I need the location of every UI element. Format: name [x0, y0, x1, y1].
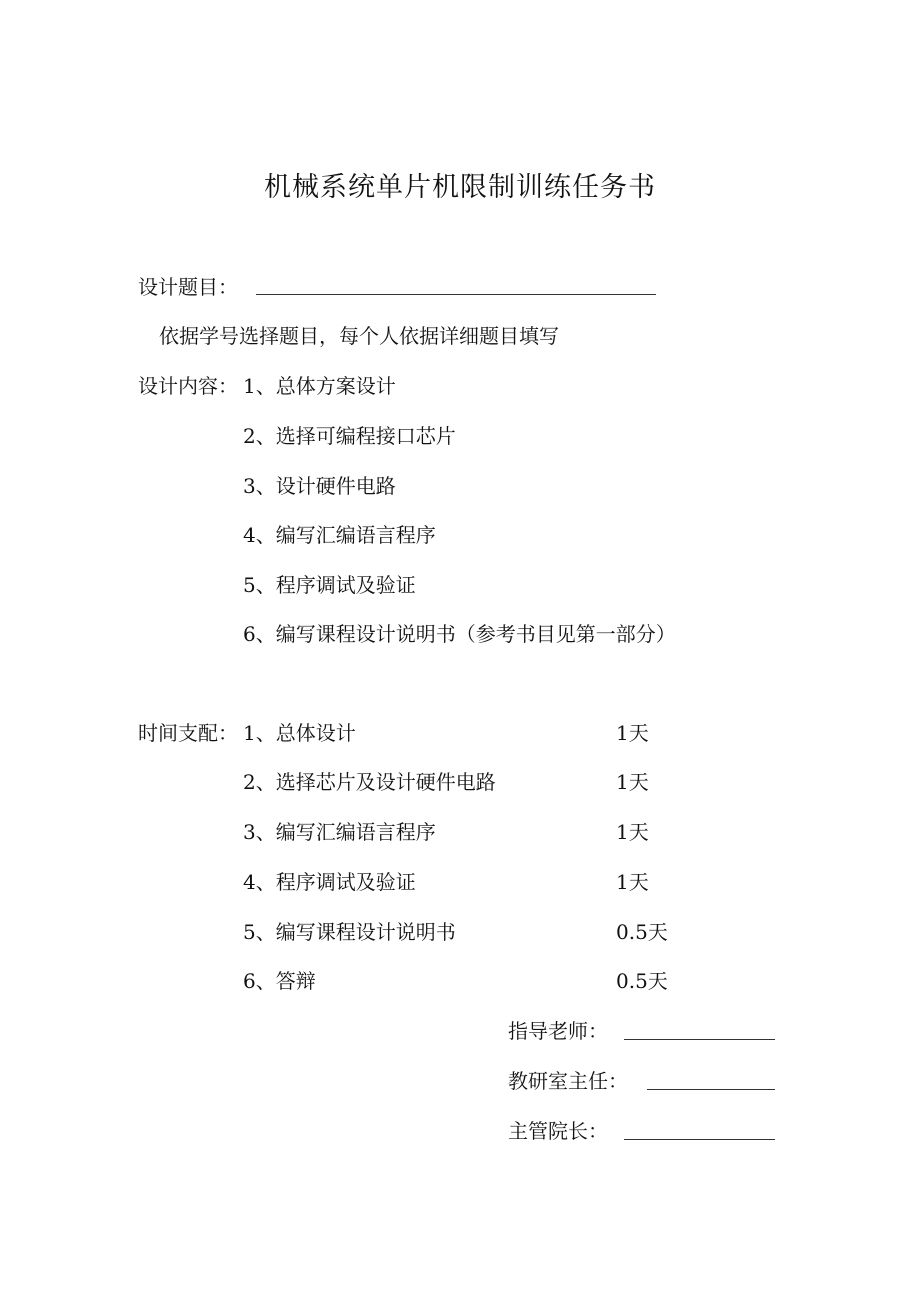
signature-label-office-director: 教研室主任：	[508, 1069, 628, 1093]
schedule-days: 1天	[616, 721, 649, 745]
content-item: 4、编写汇编语言程序	[243, 523, 436, 547]
signature-label-advisor: 指导老师：	[508, 1019, 608, 1043]
signature-line-advisor[interactable]	[624, 1039, 775, 1040]
schedule-days: 1天	[616, 820, 649, 844]
schedule-task: 5、编写课程设计说明书	[243, 920, 456, 944]
schedule-days: 0.5天	[616, 969, 668, 993]
schedule-task: 2、选择芯片及设计硬件电路	[243, 770, 496, 794]
content-item: 5、程序调试及验证	[243, 573, 416, 597]
schedule-days: 0.5天	[616, 920, 668, 944]
schedule-task: 1、总体设计	[243, 721, 356, 745]
topic-note: 依据学号选择题目，每个人依据详细题目填写	[159, 324, 559, 348]
schedule-days: 1天	[616, 770, 649, 794]
schedule-task: 3、编写汇编语言程序	[243, 820, 436, 844]
content-label: 设计内容：	[138, 374, 238, 398]
schedule-task: 4、程序调试及验证	[243, 870, 416, 894]
content-item: 3、设计硬件电路	[243, 474, 396, 498]
content-item: 2、选择可编程接口芯片	[243, 424, 456, 448]
content-item: 6、编写课程设计说明书（参考书目见第一部分）	[243, 622, 676, 646]
topic-blank-line[interactable]	[256, 294, 656, 295]
signature-line-office-director[interactable]	[647, 1089, 775, 1090]
signature-label-dean: 主管院长：	[508, 1119, 608, 1143]
schedule-task: 6、答辩	[243, 969, 316, 993]
topic-label: 设计题目：	[138, 275, 238, 299]
page-title: 机械系统单片机限制训练任务书	[264, 172, 656, 203]
signature-line-dean[interactable]	[624, 1139, 775, 1140]
content-item: 1、总体方案设计	[243, 374, 396, 398]
schedule-label: 时间支配：	[138, 721, 238, 745]
schedule-days: 1天	[616, 870, 649, 894]
